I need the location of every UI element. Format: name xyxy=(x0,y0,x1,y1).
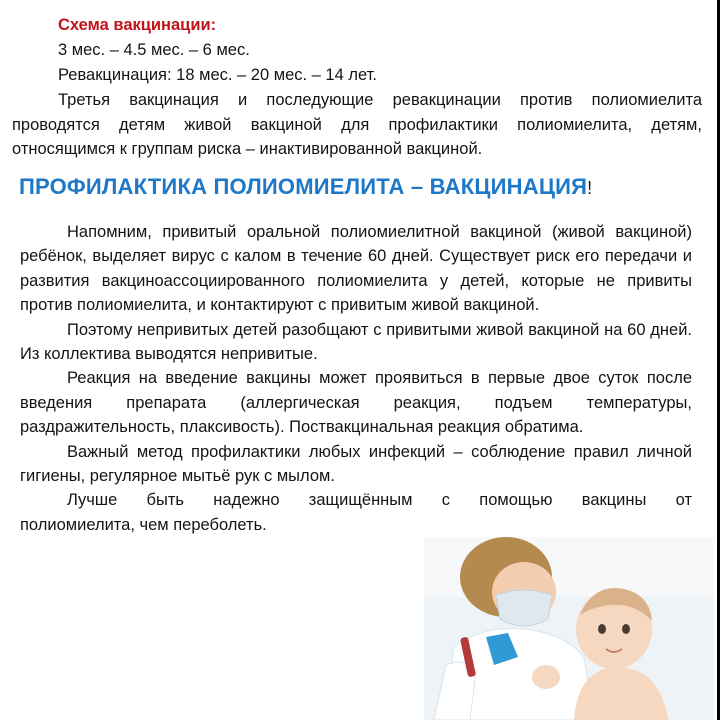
paragraph-conclusion-line2: полиомиелита, чем переболеть. xyxy=(20,515,267,534)
paragraph-reminder: Напомним, привитый оральной полиомиелитной вакциной (живой вакциной) ребёнок, выделяет вирус с калом в течение 60 дней. Существует риск его передачи и развития вакциноассоциированного полиомиелита у детей, которые не привиты против полиомиелита, и контактируют с привитым живой вакциной. xyxy=(20,223,692,315)
paragraph-separation: Поэтому непривитых детей разобщают с привитыми живой вакциной на 60 дней. Из коллектива выводятся непривитые. xyxy=(20,320,692,364)
main-text xyxy=(20,220,692,537)
headline xyxy=(19,172,592,203)
paragraph-reaction: Реакция на введение вакцины может проявиться в первые двое суток после введения препарата (аллергическая реакция, подъем температуры, раздражительность, плаксивость). Поствакцинальная реакция обратима. xyxy=(20,369,692,437)
paragraph-hygiene: Важный метод профилактики любых инфекций – соблюдение правил личной гигиены, регулярное мытьё рук с мылом. xyxy=(20,442,692,486)
schema-title: Схема вакцинации: xyxy=(58,16,217,34)
nurse-and-baby-photo xyxy=(424,537,714,720)
headline-text: ПРОФИЛАКТИКА ПОЛИОМИЕЛИТА – ВАКЦИНАЦИЯ xyxy=(19,174,588,199)
schema-line-revaccination: Ревакцинация: 18 мес. – 20 мес. – 14 лет. xyxy=(58,66,377,84)
schema-line-vaccination: 3 мес. – 4.5 мес. – 6 мес. xyxy=(58,41,250,59)
paragraph-conclusion-line1: Лучше быть надежно защищённым с помощью вакцины от xyxy=(67,491,692,510)
schema-paragraph: Третья вакцинация и последующие ревакцинации против полиомиелита проводятся детям живой вакциной для профилактики полиомиелита, детям, относящимся к группам риска – инактивированной вакциной. xyxy=(12,91,702,158)
headline-mark: ! xyxy=(587,178,593,198)
nurse-and-baby-illustration xyxy=(424,537,714,720)
